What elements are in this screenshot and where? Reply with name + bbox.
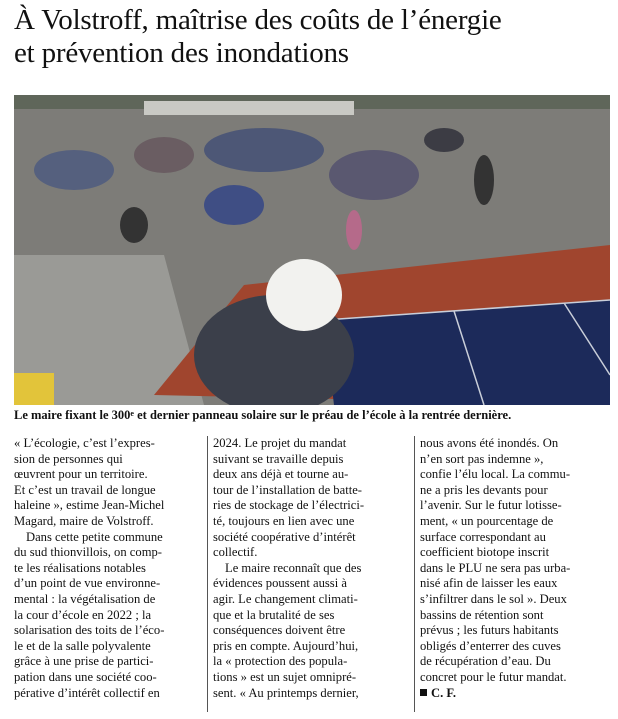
- body-line: sion de personnes qui: [14, 451, 123, 466]
- body-line: agir. Le changement climati-: [213, 591, 358, 606]
- body-line: la cour d’école en 2022 ; la: [14, 607, 152, 622]
- body-line: ries de stockage de l’électrici-: [213, 498, 365, 513]
- article-column-1: [14, 436, 199, 716]
- article-photo: [14, 95, 610, 405]
- body-line: œuvrent pour un territoire.: [14, 467, 148, 482]
- body-line: collectif.: [213, 545, 258, 560]
- body-line: pation dans une société coo-: [14, 669, 157, 684]
- article-column-2: [213, 436, 401, 716]
- body-line: nisé afin de laisser les eaux: [420, 576, 558, 591]
- body-line: Et c’est un travail de longue: [14, 482, 156, 497]
- white-helmet: [266, 259, 342, 331]
- body-line: société coopérative d’intérêt: [213, 529, 356, 544]
- body-line: grâce à une prise de partici-: [14, 654, 154, 669]
- article-title-line-2: et prévention des inondations: [14, 37, 349, 69]
- caption-text-start: Le maire fixant le 300: [14, 408, 131, 422]
- body-line: concret pour le futur mandat.: [420, 669, 567, 684]
- signature-text: C. F.: [431, 685, 457, 700]
- body-line: « L’écologie, c’est l’expres-: [14, 436, 155, 450]
- body-line: mental : la végétalisation de: [14, 591, 156, 606]
- body-line: nous avons été inondés. On: [420, 436, 559, 450]
- signature-square-icon: [420, 689, 427, 696]
- body-line: de récupération d’eau. Du: [420, 654, 551, 669]
- body-line: Dans cette petite commune: [26, 529, 163, 544]
- body-line: dans le PLU ne sera pas urba-: [420, 560, 571, 575]
- body-line: 2024. Le projet du mandat: [213, 436, 347, 450]
- body-line: Le maire reconnaît que des: [225, 560, 362, 575]
- article-title: [14, 4, 610, 70]
- body-line: la « protection des popula-: [213, 654, 348, 669]
- body-line: confie l’élu local. La commu-: [420, 467, 571, 482]
- body-line: que et la brutalité de ses: [213, 607, 335, 622]
- body-line: l’avenir. Sur le futur lotisse-: [420, 498, 562, 513]
- body-line: bassins de rétention sont: [420, 607, 544, 622]
- body-line: le et de la salle polyvalente: [14, 638, 151, 653]
- body-line: prévus ; les futurs habitants: [420, 623, 559, 638]
- body-line: obligés d’enterrer des cuves: [420, 638, 561, 653]
- court-marking: [144, 101, 354, 115]
- caption-text-end: et dernier panneau solaire sur le préau de l’école à la rentrée dernière.: [133, 408, 512, 422]
- body-line: surface correspondant au: [420, 529, 546, 544]
- body-line: d’un point de vue environne-: [14, 576, 161, 591]
- body-line: évidences poussent aussi à: [213, 576, 347, 591]
- body-line: solarisation des toits de l’éco-: [14, 623, 165, 638]
- body-line: Magard, maire de Volstroff.: [14, 513, 154, 528]
- author-signature: [420, 686, 612, 702]
- body-line: tour de l’installation de batte-: [213, 482, 362, 497]
- article-body: [14, 436, 610, 716]
- body-line: tions » est un sujet omnipré-: [213, 669, 357, 684]
- body-line: deux ans déjà et tourne au-: [213, 467, 349, 482]
- body-line: pris en compte. Aujourd’hui,: [213, 638, 359, 653]
- yellow-equipment: [14, 373, 54, 405]
- body-line: n’en sort pas indemne »,: [420, 451, 544, 466]
- body-line: ne a pris les devants pour: [420, 482, 548, 497]
- body-line: coefficient biotope inscrit: [420, 545, 550, 560]
- body-line: conséquences doivent être: [213, 623, 346, 638]
- body-line: du sud thionvillois, on comp-: [14, 545, 162, 560]
- caption-superscript: e: [130, 409, 134, 418]
- photo-illustration: [14, 95, 610, 405]
- body-line: suivant se travaille depuis: [213, 451, 344, 466]
- article-title-line-1: À Volstroff, maîtrise des coûts de l’énergie: [14, 4, 502, 36]
- body-line: te les réalisations notables: [14, 560, 146, 575]
- body-line: té, toujours en lien avec une: [213, 513, 355, 528]
- body-line: pérative d’intérêt collectif en: [14, 685, 160, 700]
- body-line: s’infiltrer dans le sol ». Deux: [420, 591, 567, 606]
- body-line: sent. « Au printemps dernier,: [213, 685, 359, 700]
- article-column-3: [420, 436, 612, 716]
- body-line: haleine », estime Jean-Michel: [14, 498, 165, 513]
- body-line: ment, « un pourcentage de: [420, 513, 554, 528]
- photo-caption: [14, 407, 614, 423]
